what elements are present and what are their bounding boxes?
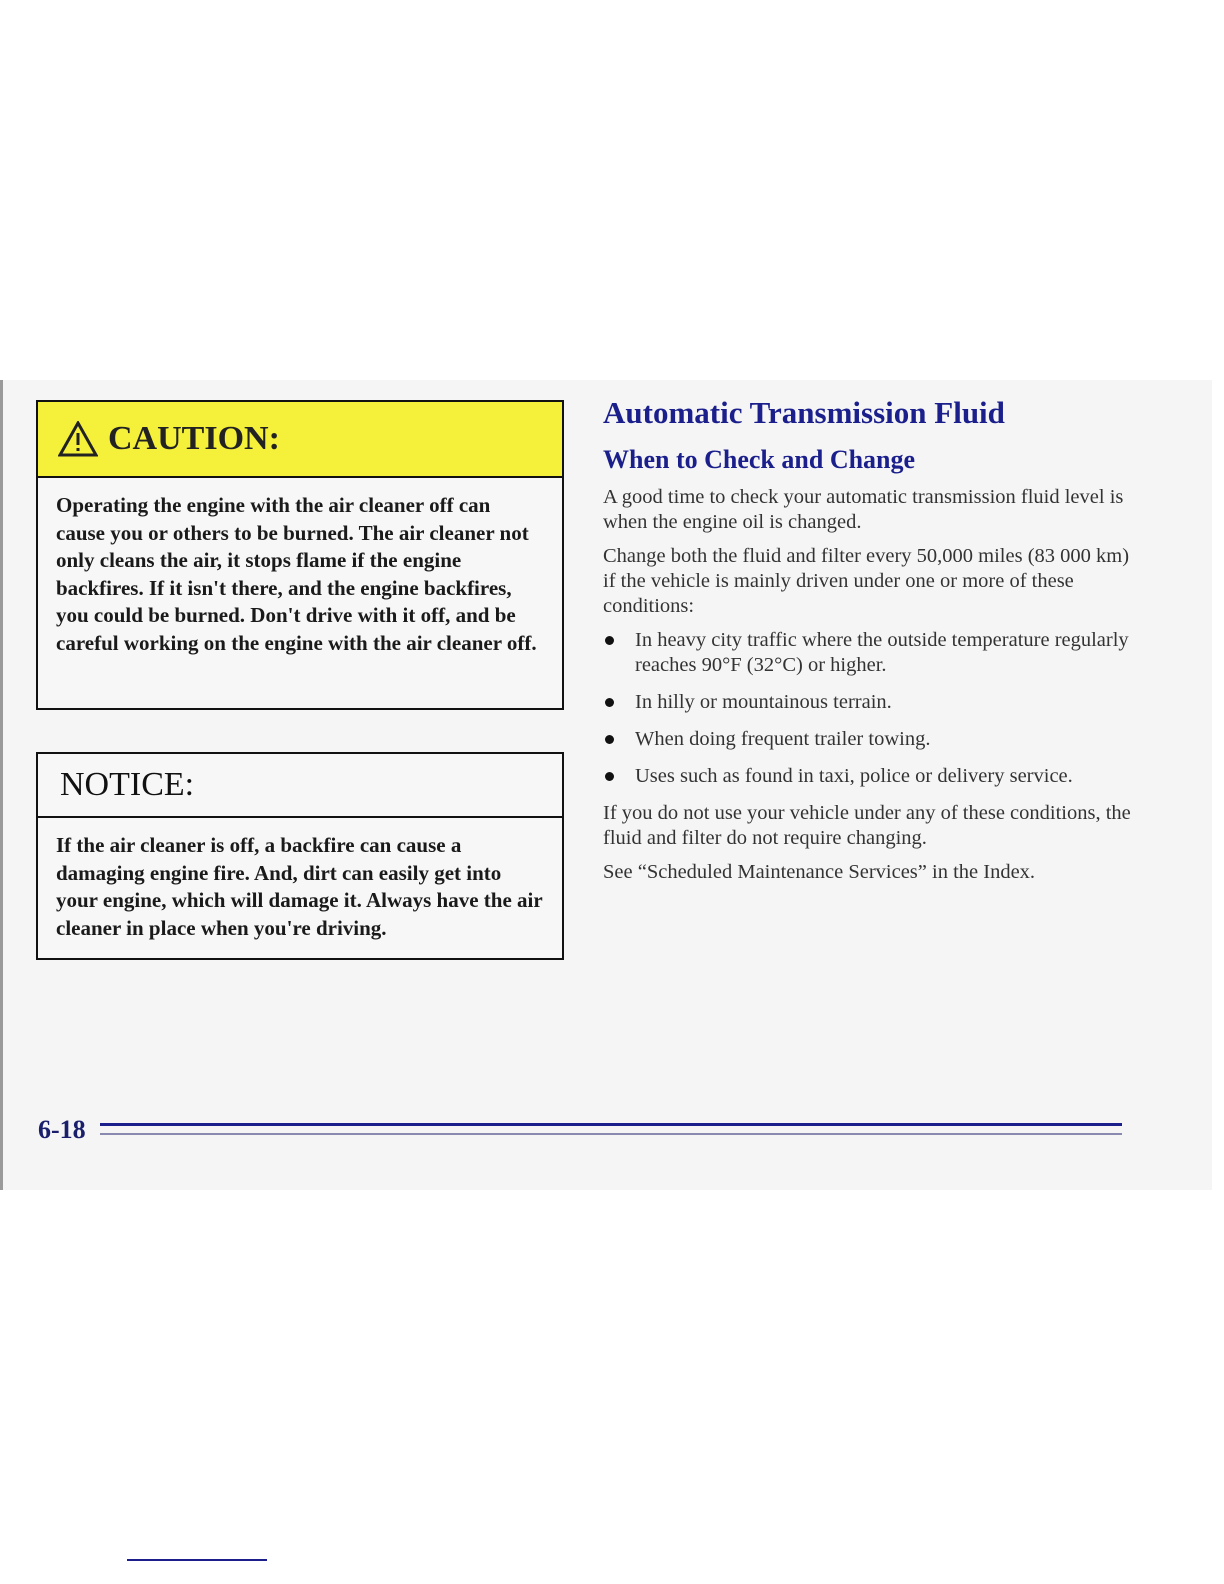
paragraph: A good time to check your automatic transmission fluid level is when the engine oil is changed. <box>603 486 1124 533</box>
list-item <box>603 690 1133 715</box>
section-subtitle: When to Check and Change <box>603 445 916 474</box>
paragraph: See “Scheduled Maintenance Services” in the Index. <box>603 861 1036 883</box>
paragraph: Change both the fluid and filter every 50,000 miles (83 000 km) if the vehicle is mainly driven under one or more of these conditions: <box>603 545 1130 617</box>
divider <box>127 1559 267 1561</box>
caution-text: Operating the engine with the air cleaner off can cause you or others to be burned. The air cleaner not only cleans the air, it stops flame if the engine backfires. If it isn't there, and the engine backfires, you could be burned. Don't drive with it off, and be careful working on the engine with the air cleaner off. <box>56 493 537 655</box>
paragraph: If you do not use your vehicle under any of these conditions, the fluid and filter do not require changing. <box>603 802 1131 849</box>
page-number: 6-18 <box>38 1115 86 1144</box>
caution-header <box>38 402 562 478</box>
notice-box <box>36 752 564 960</box>
bullet-icon <box>605 636 614 645</box>
bullet-icon <box>605 735 614 744</box>
footer-rule <box>100 1123 1122 1135</box>
section-title: Automatic Transmission Fluid <box>603 395 1005 430</box>
transmission-fluid-section <box>603 395 1133 894</box>
list-item-text: In hilly or mountainous terrain. <box>635 691 892 713</box>
list-item <box>603 727 1133 752</box>
notice-title: NOTICE: <box>38 754 562 818</box>
bullet-icon <box>605 698 614 707</box>
list-item <box>603 764 1133 789</box>
list-item-text: When doing frequent trailer towing. <box>635 728 931 750</box>
conditions-list <box>603 628 1133 789</box>
list-item-text: Uses such as found in taxi, police or delivery service. <box>635 765 1073 787</box>
list-item-text: In heavy city traffic where the outside temperature regularly reaches 90°F (32°C) or higher. <box>635 629 1129 676</box>
caution-box <box>36 400 564 710</box>
caution-title: CAUTION: <box>108 420 280 457</box>
notice-text: If the air cleaner is off, a backfire can cause a damaging engine fire. And, dirt can easily get into your engine, which will damage it. Always have the air cleaner in place when you're driving. <box>56 833 543 940</box>
bullet-icon <box>605 772 614 781</box>
page-footer <box>38 1115 86 1145</box>
list-item <box>603 628 1133 678</box>
warning-triangle-icon <box>58 421 98 457</box>
